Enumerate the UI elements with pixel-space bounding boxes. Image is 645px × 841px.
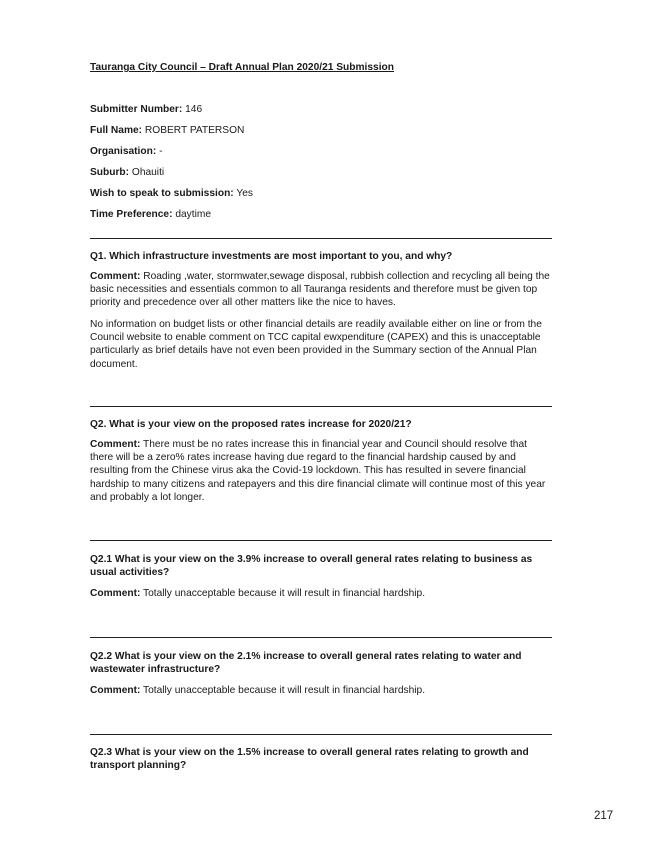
section-divider [90,734,552,735]
time-preference-label: Time Preference: [90,209,173,220]
question-q2-2: Q2.2 What is your view on the 2.1% increase to overall general rates relating to water and wastewater infrastructure? [90,651,522,675]
submitter-number-value: 146 [185,104,203,115]
organisation-value: - [159,146,163,157]
comment-q2 [90,438,552,504]
suburb [90,167,164,178]
full-name-value: ROBERT PATERSON [144,125,245,136]
organisation [90,146,162,157]
time-preference [90,209,211,220]
comment-q2-1 [90,587,552,600]
wish-to-speak-value: Yes [236,188,253,199]
wish-to-speak-label: Wish to speak to submission: [90,188,234,199]
question-q1: Q1. Which infrastructure investments are most important to you, and why? [90,251,453,262]
section-divider [90,406,552,407]
submitter-number-label: Submitter Number: [90,104,183,115]
comment-label: Comment: [90,685,141,696]
question-q2-3: Q2.3 What is your view on the 1.5% increase to overall general rates relating to growth and transport planning? [90,747,529,771]
comment-text: Totally unacceptable because it will result in financial hardship. [143,685,426,696]
suburb-value: Ohauiti [131,167,165,178]
comment-text: Roading ,water, stormwater,sewage disposal, rubbish collection and recycling all being the basic necessities and essentials common to all Tauranga residents and therefore must be given top priority and precedence over all other matters like the nice to haves. [90,271,550,309]
comment-text: There must be no rates increase this in financial year and Council should resolve that there will be a zero% rates increase having due regard to the financial hardship caused by and resulting from the Chinese virus aka the Covid-19 lockdown. This has resulted in severe financial hardship to many citizens and ratepayers and this dire financial climate will continue most of this year and probably a lot longer. [90,439,546,503]
full-name-label: Full Name: [90,125,143,136]
submitter-number [90,104,202,115]
question-q2-1: Q2.1 What is your view on the 3.9% increase to overall general rates relating to business as usual activities? [90,554,533,578]
comment-q1 [90,270,552,310]
section-divider [90,540,552,541]
suburb-label: Suburb: [90,167,130,178]
question-q2: Q2. What is your view on the proposed rates increase for 2020/21? [90,419,412,430]
full-name [90,125,244,136]
comment-label: Comment: [90,271,141,282]
document-title: Tauranga City Council – Draft Annual Plan 2020/21 Submission [90,62,394,73]
page-number: 217 [594,810,614,822]
section-divider [90,238,552,239]
comment-text: Totally unacceptable because it will result in financial hardship. [143,588,426,599]
comment-label: Comment: [90,439,141,450]
organisation-label: Organisation: [90,146,157,157]
section-divider [90,637,552,638]
comment-q1-extra: No information on budget lists or other financial details are readily available either on line or from the Council website to enable comment on TCC capital ewxpenditure (CAPEX) and this is unacceptable particularly as brief details have not even been provided in the Summary section of the Annual Plan document. [90,319,542,370]
wish-to-speak [90,188,253,199]
time-preference-value: daytime [175,209,212,220]
comment-q2-2 [90,684,552,697]
comment-label: Comment: [90,588,141,599]
